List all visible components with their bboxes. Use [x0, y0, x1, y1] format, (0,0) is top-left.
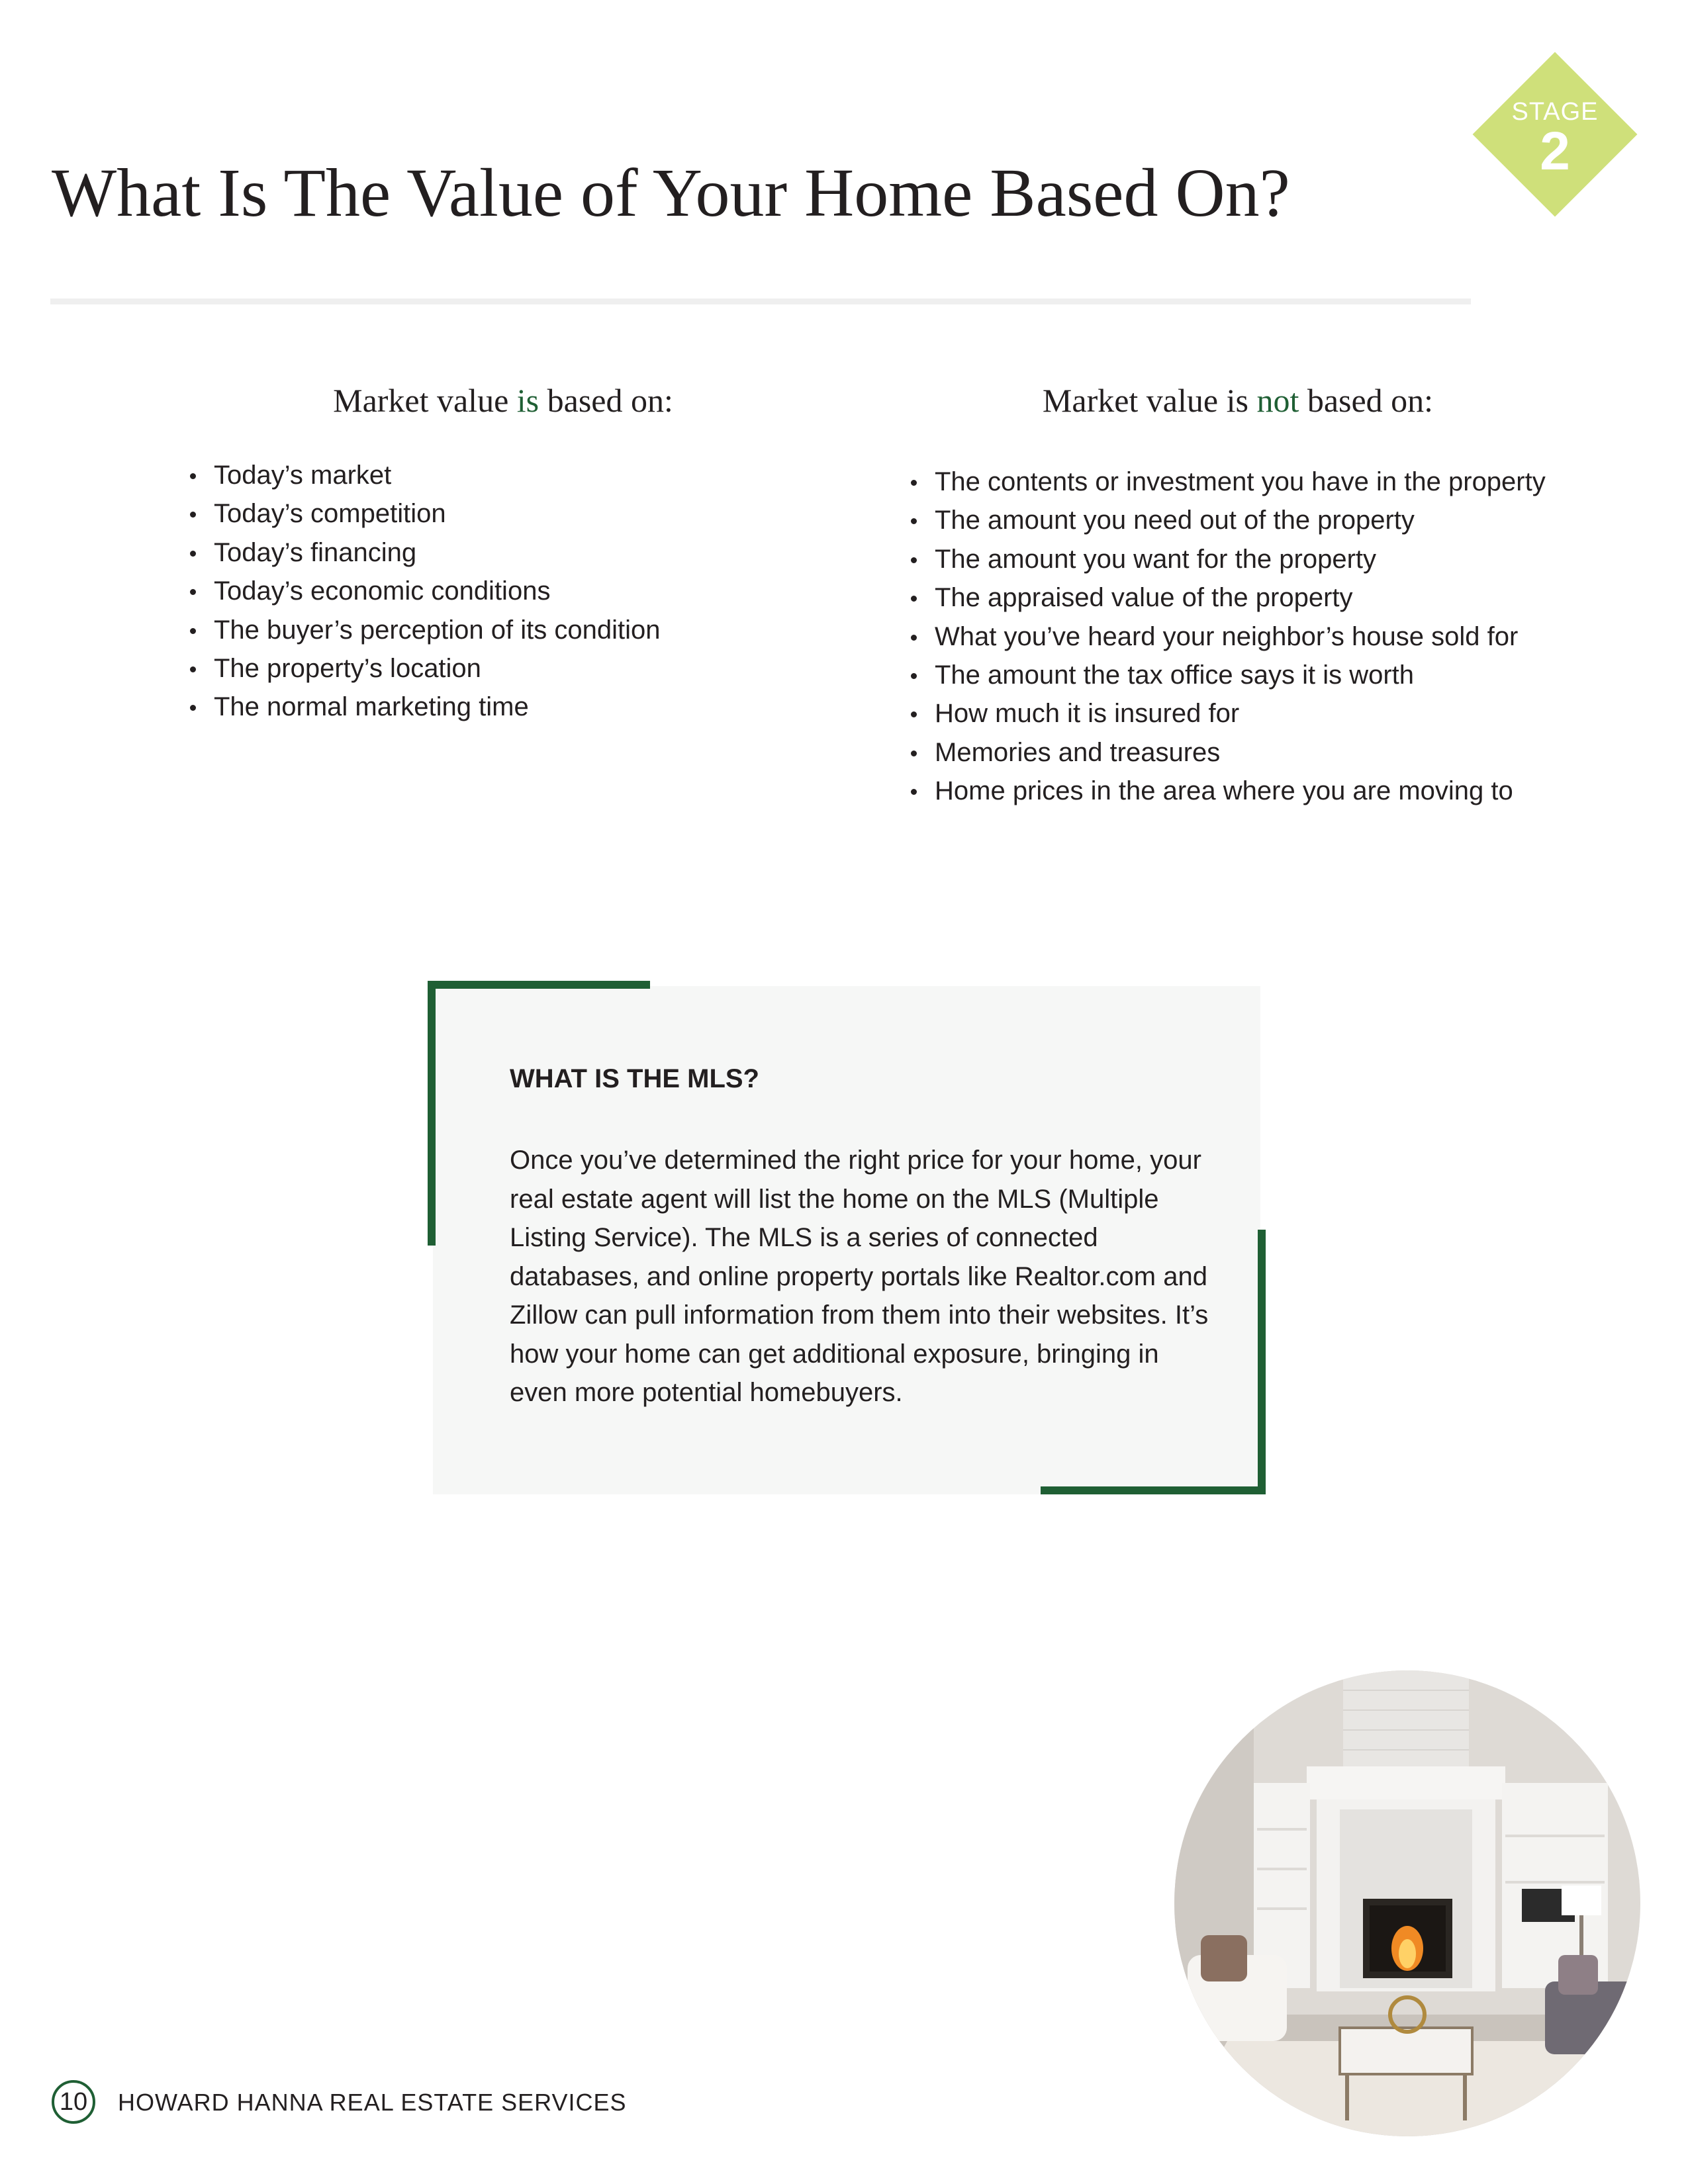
heading-is-suffix: based on: [539, 382, 673, 419]
callout-corner-accent [428, 981, 436, 1246]
list-item: The amount you want for the property [908, 540, 1570, 578]
list-item: Today’s competition [187, 494, 783, 533]
footer-company-name: HOWARD HANNA REAL ESTATE SERVICES [118, 2089, 627, 2116]
list-item: Today’s economic conditions [187, 572, 783, 610]
is-based-on-list [187, 456, 783, 727]
is-based-on-heading [252, 381, 755, 420]
stage-label: STAGE [1511, 98, 1599, 126]
not-based-on-heading [947, 381, 1529, 420]
heading-not-prefix: Market value is [1042, 382, 1257, 419]
heading-not-suffix: based on: [1299, 382, 1434, 419]
list-item: Home prices in the area where you are moving to [908, 772, 1570, 810]
heading-is-accent: is [516, 382, 539, 419]
stage-badge [1472, 52, 1638, 217]
list-item: The buyer’s perception of its condition [187, 611, 783, 649]
list-item: The normal marketing time [187, 688, 783, 726]
title-divider [50, 298, 1471, 304]
list-item: Today’s financing [187, 533, 783, 572]
page-title: What Is The Value of Your Home Based On? [52, 155, 1290, 231]
list-item: The property’s location [187, 649, 783, 688]
list-item: How much it is insured for [908, 694, 1570, 733]
callout-corner-accent [428, 981, 650, 989]
list-item: Today’s market [187, 456, 783, 494]
heading-not-accent: not [1256, 382, 1299, 419]
not-based-on-list [908, 463, 1570, 811]
callout-corner-accent [1041, 1486, 1266, 1494]
list-item: The amount you need out of the property [908, 501, 1570, 539]
heading-is-prefix: Market value [333, 382, 517, 419]
callout-corner-accent [1258, 1230, 1266, 1494]
page-number: 10 [52, 2080, 95, 2124]
mls-title: WHAT IS THE MLS? [510, 1064, 759, 1093]
list-item: The amount the tax office says it is worth [908, 656, 1570, 694]
list-item: The contents or investment you have in the property [908, 463, 1570, 501]
stage-number: 2 [1540, 121, 1570, 181]
mls-body: Once you’ve determined the right price for your home, your real estate agent will list the home on the MLS (Multiple Listing Service). The MLS is a series of connected databases, and online property portals like Realtor.com and Zillow can pull information from them into their websites. It’s how your home can get additional exposure, bringing in even more potential homebuyers. [510, 1146, 1209, 1407]
living-room-photo [1174, 1670, 1640, 2136]
list-item: What you’ve heard your neighbor’s house sold for [908, 617, 1570, 656]
list-item: The appraised value of the property [908, 578, 1570, 617]
list-item: Memories and treasures [908, 733, 1570, 772]
